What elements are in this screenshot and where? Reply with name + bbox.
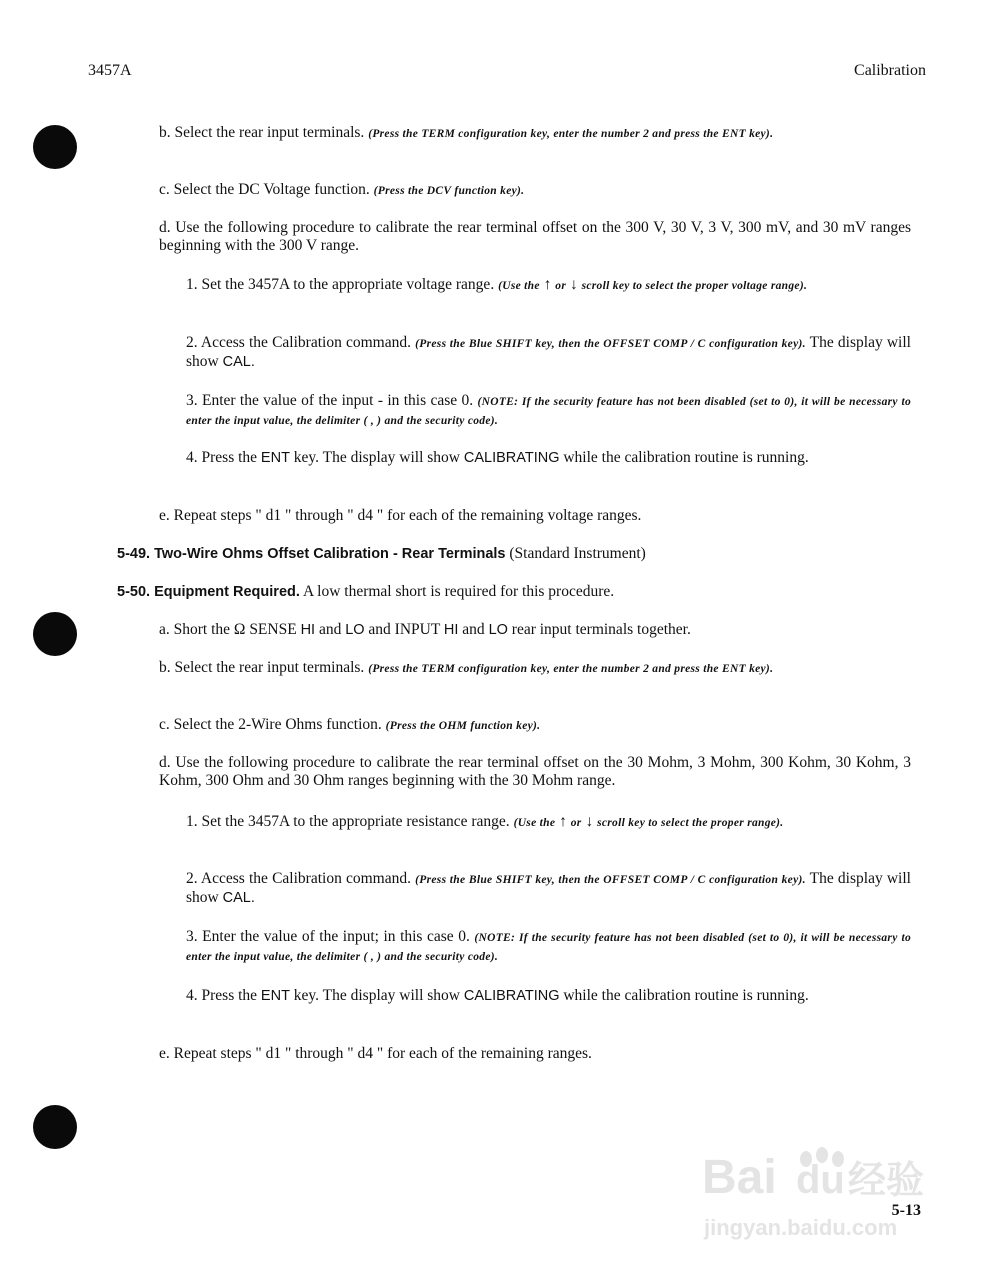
header-section: Calibration [854,62,926,79]
display-calibrating: CALIBRATING [463,988,560,1004]
display-calibrating: CALIBRATING [463,450,560,466]
watermark-url: jingyan.baidu.com [704,1215,898,1240]
header-model: 3457A [88,62,132,79]
ent-key: ENT [260,988,290,1004]
substep-4-ent-2: 4. Press the ENT key. The display will show CALIBRATING while the calibration routine is running. [186,987,809,1004]
watermark-brand-b: du [796,1158,845,1202]
step-d-procedure-2: d. Use the following procedure to calibrate the rear terminal offset on the 30 Mohm, 3 Mohm, 300 Kohm, 30 Kohm, 3 Kohm, 300 Ohm and 30 Ohm ranges beginning with the 30 Mohm range. [159,754,911,789]
step-c-ohms: c. Select the 2-Wire Ohms function. (Press the OHM function key). [159,716,541,733]
substep-1-resistance-range: 1. Set the 3457A to the appropriate resistance range. (Use the ↑ or ↓ scroll key to select the proper range). [186,813,784,830]
substep-3-input-value-2: 3. Enter the value of the input; in this case 0. (NOTE: If the security feature has not been disabled (set to 0), it will be necessary to enter the input value, the delimiter ( , ) and the security code). [186,928,911,963]
substep-2-cal-command-2: 2. Access the Calibration command. (Press the Blue SHIFT key, then the OFFSET COMP / C configuration key). The display will show CAL. [186,870,911,906]
binder-hole-top [33,125,77,169]
substep-4-ent: 4. Press the ENT key. The display will show CALIBRATING while the calibration routine is running. [186,449,809,466]
up-arrow-icon: ↑ [543,276,552,293]
down-arrow-icon: ↓ [585,813,594,830]
omega-symbol: Ω [233,621,246,638]
display-cal: CAL. [222,354,255,370]
step-d-procedure: d. Use the following procedure to calibrate the rear terminal offset on the 300 V, 30 V, 3 V, 300 mV, and 30 mV ranges beginning with the 300 V range. [159,219,911,254]
binder-hole-bottom [33,1105,77,1149]
watermark-cn: 经验 [848,1160,925,1202]
section-549-heading: 5-49. Two-Wire Ohms Offset Calibration - Rear Terminals (Standard Instrument) [117,545,646,562]
step-e-repeat: e. Repeat steps " d1 " through " d4 " for each of the remaining voltage ranges. [159,507,642,524]
ent-key: ENT [260,450,290,466]
step-b-terminals: b. Select the rear input terminals. (Press the TERM configuration key, enter the number 2 and press the ENT key). [159,124,774,141]
step-c-dcv: c. Select the DC Voltage function. (Press the DCV function key). [159,181,525,198]
substep-1-voltage-range: 1. Set the 3457A to the appropriate voltage range. (Use the ↑ or ↓ scroll key to select the proper voltage range). [186,276,808,293]
step-b-terminals-2: b. Select the rear input terminals. (Press the TERM configuration key, enter the number 2 and press the ENT key). [159,659,774,676]
substep-2-cal-command: 2. Access the Calibration command. (Press the Blue SHIFT key, then the OFFSET COMP / C configuration key). The display will show CAL. [186,334,911,370]
baidu-watermark [700,1135,940,1245]
down-arrow-icon: ↓ [569,276,578,293]
step-e-repeat-2: e. Repeat steps " d1 " through " d4 " for each of the remaining ranges. [159,1045,592,1062]
binder-hole-middle [33,612,77,656]
up-arrow-icon: ↑ [559,813,567,830]
substep-3-input-value: 3. Enter the value of the input - in this case 0. (NOTE: If the security feature has not been disabled (set to 0), it will be necessary to enter the input value, the delimiter ( , ) and the security code). [186,392,912,427]
section-550-heading: 5-50. Equipment Required. A low thermal short is required for this procedure. [117,583,615,600]
page-number: 5-13 [891,1202,921,1219]
step-a-short: a. Short the Ω SENSE HI and LO and INPUT HI and LO rear input terminals together. [159,621,691,638]
watermark-brand: Bai [702,1151,777,1204]
display-cal: CAL. [222,890,255,906]
